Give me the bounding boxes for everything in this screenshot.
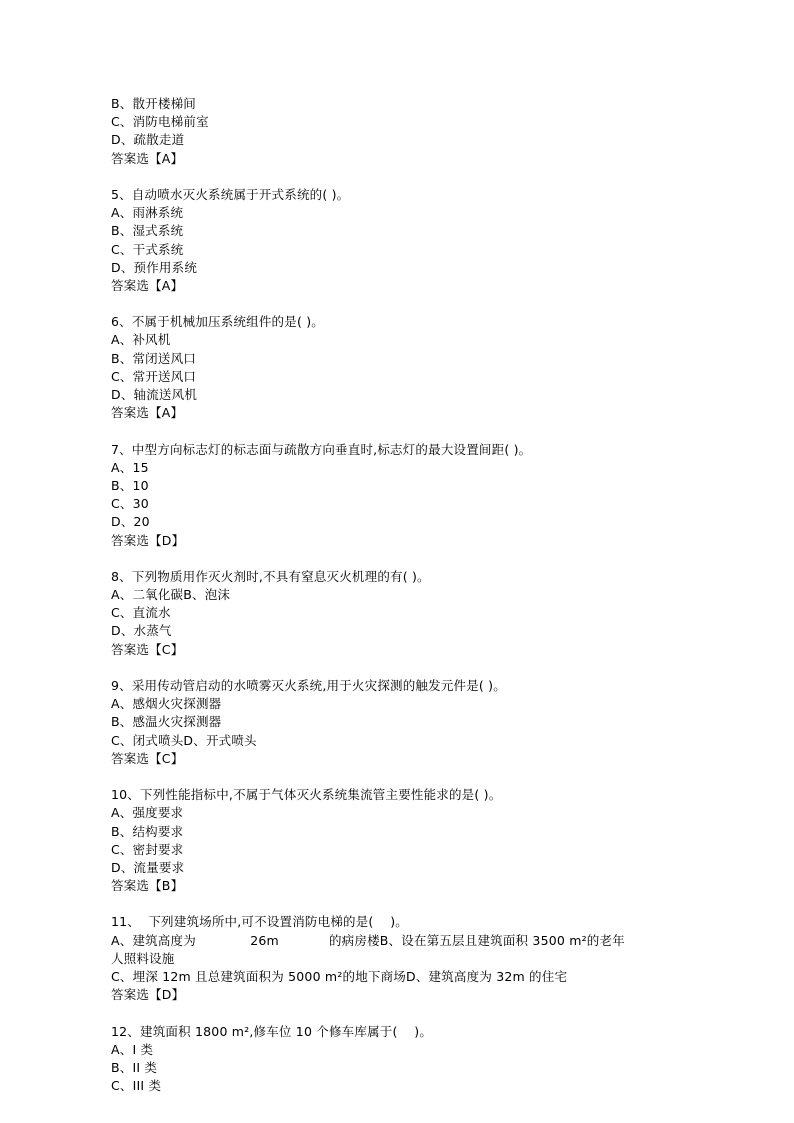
option-q7-b: B、10 bbox=[111, 477, 149, 493]
option-q12-b: B、II 类 bbox=[111, 1059, 158, 1075]
option-q5-a: A、雨淋系统 bbox=[111, 205, 184, 221]
option-q7-d: D、20 bbox=[111, 514, 150, 530]
answer-q8: 答案选【C】 bbox=[111, 641, 184, 657]
option-q4-d: D、疏散走道 bbox=[111, 132, 185, 148]
question-11-stem: 11、 下列建筑场所中,可不设置消防电梯的是( )。 bbox=[111, 914, 408, 930]
answer-q6: 答案选【A】 bbox=[111, 405, 184, 421]
option-q9-cd: C、闭式喷头D、开式喷头 bbox=[111, 732, 257, 748]
option-q8-ab: A、二氧化碳B、泡沫 bbox=[111, 587, 231, 603]
option-q10-a: A、强度要求 bbox=[111, 805, 184, 821]
option-q12-c: C、III 类 bbox=[111, 1078, 162, 1094]
question-10-stem: 10、下列性能指标中,不属于气体灭火系统集流管主要性能求的是( )。 bbox=[111, 787, 502, 803]
question-12-stem: 12、建筑面积 1800 m²,修车位 10 个修车库属于( )。 bbox=[111, 1023, 433, 1039]
answer-q10: 答案选【B】 bbox=[111, 878, 184, 894]
option-q11-b-continued: 人照料设施 bbox=[111, 950, 175, 966]
question-7-stem: 7、中型方向标志灯的标志面与疏散方向垂直时,标志灯的最大设置间距( )。 bbox=[111, 441, 532, 457]
option-q6-c: C、常开送风口 bbox=[111, 368, 197, 384]
option-q10-d: D、流量要求 bbox=[111, 859, 185, 875]
option-q4-c: C、消防电梯前室 bbox=[111, 114, 209, 130]
question-5-stem: 5、自动喷水灭火系统属于开式系统的( )。 bbox=[111, 186, 350, 202]
option-q6-a: A、补风机 bbox=[111, 332, 171, 348]
option-q8-d: D、水蒸气 bbox=[111, 623, 172, 639]
question-8-stem: 8、下列物质用作灭火剂时,不具有窒息灭火机理的有( )。 bbox=[111, 568, 430, 584]
option-q11-cd: C、埋深 12m 且总建筑面积为 5000 m²的地下商场D、建筑高度为 32m 的住宅 bbox=[111, 969, 568, 984]
option-q12-a: A、I 类 bbox=[111, 1041, 154, 1057]
option-q5-b: B、湿式系统 bbox=[111, 223, 184, 239]
option-q6-d: D、轴流送风机 bbox=[111, 387, 198, 402]
option-q10-b: B、结构要求 bbox=[111, 823, 184, 839]
option-q7-c: C、30 bbox=[111, 496, 149, 512]
spacer bbox=[111, 768, 711, 786]
option-q10-c: C、密封要求 bbox=[111, 841, 184, 857]
option-q4-b: B、散开楼梯间 bbox=[111, 96, 196, 111]
spacer bbox=[111, 422, 711, 440]
question-6-stem: 6、不属于机械加压系统组件的是( )。 bbox=[111, 314, 324, 330]
option-q5-c: C、干式系统 bbox=[111, 241, 184, 257]
spacer bbox=[111, 168, 711, 186]
option-q6-b: B、常闭送风口 bbox=[111, 350, 196, 366]
spacer bbox=[111, 550, 711, 568]
answer-q5: 答案选【A】 bbox=[111, 277, 184, 293]
spacer bbox=[111, 1004, 711, 1022]
option-q8-c: C、直流水 bbox=[111, 605, 171, 621]
option-q5-d: D、预作用系统 bbox=[111, 259, 198, 275]
document-page bbox=[111, 95, 711, 1095]
option-q7-a: A、15 bbox=[111, 459, 149, 475]
spacer bbox=[111, 295, 711, 313]
option-q9-b: B、感温火灾探测器 bbox=[111, 714, 222, 730]
option-q9-a: A、感烟火灾探测器 bbox=[111, 696, 222, 712]
answer-q7: 答案选【D】 bbox=[111, 532, 185, 548]
answer-q9: 答案选【C】 bbox=[111, 750, 184, 766]
spacer bbox=[111, 895, 711, 913]
option-q11-ab: A、建筑高度为 26m 的病房楼B、设在第五层且建筑面积 3500 m²的老年 bbox=[111, 932, 625, 948]
spacer bbox=[111, 659, 711, 677]
question-9-stem: 9、采用传动管启动的水喷雾灭火系统,用于火灾探测的触发元件是( )。 bbox=[111, 678, 506, 693]
answer-q11: 答案选【D】 bbox=[111, 987, 185, 1003]
answer-q4: 答案选【A】 bbox=[111, 150, 184, 166]
